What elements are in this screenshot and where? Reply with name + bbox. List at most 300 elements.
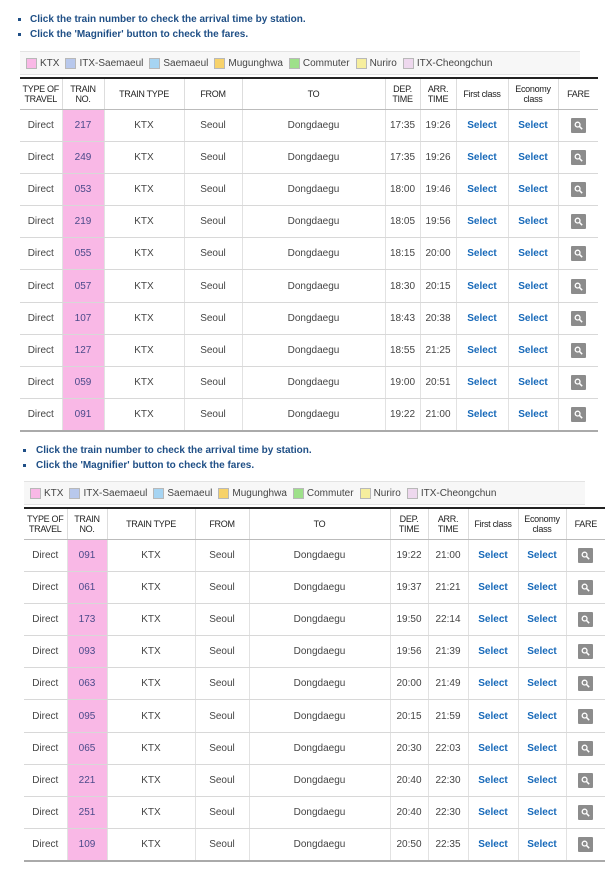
cell-train-type: KTX [104,334,184,366]
legend-item-ktx [30,488,63,499]
header-to: TO [242,78,385,109]
header-train-type: TRAIN TYPE [107,508,195,539]
cell-economy-class [508,367,558,399]
cell-dep-time: 19:22 [390,539,428,571]
table-row [20,173,598,205]
cell-first-class [456,173,508,205]
fare-magnifier-button[interactable] [578,773,593,788]
train-number-link[interactable]: 109 [78,839,96,851]
first-class-select-button[interactable]: Select [467,312,497,324]
first-class-select-button[interactable]: Select [478,774,508,786]
cell-fare [566,732,605,764]
cell-train-type: KTX [107,571,195,603]
magnifier-icon [581,647,590,656]
cell-to: Dongdaegu [242,399,385,431]
cell-arr-time: 20:38 [420,302,456,334]
fare-magnifier-button[interactable] [578,837,593,852]
legend-item-saemaeul [153,488,212,499]
legend-label: ITX-Cheongchun [416,57,493,69]
first-class-select-button[interactable]: Select [478,646,508,658]
fare-magnifier-button[interactable] [578,741,593,756]
cell-arr-time: 22:30 [428,797,468,829]
magnifier-icon [581,679,590,688]
cell-train-type: KTX [107,636,195,668]
cell-dep-time: 19:56 [390,636,428,668]
cell-economy-class [518,732,566,764]
economy-class-select-button[interactable]: Select [518,119,548,131]
table-row [20,334,598,366]
cell-dep-time: 18:05 [385,206,420,238]
cell-fare [558,206,598,238]
cell-from: Seoul [195,829,249,861]
cell-arr-time: 21:25 [420,334,456,366]
cell-fare [558,109,598,141]
cell-fare [566,797,605,829]
cell-dep-time: 20:30 [390,732,428,764]
fare-magnifier-button[interactable] [571,246,586,261]
fare-magnifier-button[interactable] [578,676,593,691]
cell-fare [566,700,605,732]
instruction-notes [30,12,610,42]
cell-train-no [67,571,107,603]
table-row [24,829,605,861]
first-class-select-button[interactable]: Select [478,710,508,722]
train-type-legend [24,481,585,505]
cell-economy-class [518,668,566,700]
header-economy-class: Economy class [518,508,566,539]
instruction-notes [36,443,610,473]
cell-type-of-travel: Direct [20,367,62,399]
first-class-select-button[interactable]: Select [478,839,508,851]
economy-class-select-button[interactable]: Select [527,710,557,722]
economy-class-select-button[interactable]: Select [518,151,548,163]
legend-swatch [356,58,367,69]
cell-dep-time: 20:40 [390,797,428,829]
cell-economy-class [518,764,566,796]
cell-fare [566,539,605,571]
cell-dep-time: 18:30 [385,270,420,302]
cell-economy-class [508,173,558,205]
cell-first-class [456,399,508,431]
magnifier-icon [574,153,583,162]
cell-arr-time: 19:26 [420,141,456,173]
cell-to: Dongdaegu [242,141,385,173]
economy-class-select-button[interactable]: Select [518,248,548,260]
cell-train-no [67,764,107,796]
legend-swatch [65,58,76,69]
cell-dep-time: 20:50 [390,829,428,861]
cell-from: Seoul [195,571,249,603]
train-number-link[interactable]: 059 [74,377,92,389]
train-number-link[interactable]: 055 [74,248,92,260]
train-number-link[interactable]: 217 [74,119,92,131]
magnifier-icon [574,282,583,291]
train-number-link[interactable]: 107 [74,312,92,324]
legend-item-saemaeul [149,58,208,69]
header-arr-time: ARR. TIME [420,78,456,109]
table-row [20,399,598,431]
fare-magnifier-button[interactable] [571,311,586,326]
cell-type-of-travel: Direct [24,829,67,861]
cell-type-of-travel: Direct [20,238,62,270]
cell-dep-time: 19:50 [390,603,428,635]
cell-dep-time: 20:15 [390,700,428,732]
train-number-link[interactable]: 057 [74,280,92,292]
cell-arr-time: 21:21 [428,571,468,603]
cell-first-class [456,109,508,141]
fare-magnifier-button[interactable] [578,644,593,659]
train-number-link[interactable]: 249 [74,151,92,163]
cell-first-class [468,700,518,732]
magnifier-icon [581,615,590,624]
fare-magnifier-button[interactable] [571,407,586,422]
economy-class-select-button[interactable]: Select [527,646,557,658]
magnifier-icon [581,744,590,753]
header-fare: FARE [558,78,598,109]
train-number-link[interactable]: 221 [78,774,96,786]
cell-first-class [468,829,518,861]
legend-swatch [407,488,418,499]
legend-label: Mugunghwa [232,487,287,499]
cell-first-class [456,270,508,302]
legend-swatch [214,58,225,69]
cell-fare [566,571,605,603]
economy-class-select-button[interactable]: Select [527,581,557,593]
cell-arr-time: 19:46 [420,173,456,205]
legend-swatch [153,488,164,499]
economy-class-select-button[interactable]: Select [527,839,557,851]
cell-first-class [468,603,518,635]
cell-train-type: KTX [107,732,195,764]
fare-magnifier-button[interactable] [571,279,586,294]
legend-swatch [30,488,41,499]
cell-fare [558,399,598,431]
first-class-select-button[interactable]: Select [467,183,497,195]
cell-train-type: KTX [107,603,195,635]
economy-class-select-button[interactable]: Select [527,774,557,786]
first-class-select-button[interactable]: Select [478,742,508,754]
cell-economy-class [508,238,558,270]
table-row [20,109,598,141]
magnifier-icon [574,378,583,387]
cell-from: Seoul [184,399,242,431]
economy-class-select-button[interactable]: Select [518,409,548,421]
cell-train-no [67,539,107,571]
economy-class-select-button[interactable]: Select [518,344,548,356]
first-class-select-button[interactable]: Select [478,581,508,593]
cell-fare [566,636,605,668]
legend-label: Saemaeul [163,57,209,69]
cell-to: Dongdaegu [249,668,390,700]
cell-from: Seoul [184,173,242,205]
legend-label: Nuriro [373,487,401,499]
cell-from: Seoul [184,302,242,334]
cell-economy-class [508,141,558,173]
table-row [20,141,598,173]
cell-type-of-travel: Direct [20,270,62,302]
cell-type-of-travel: Direct [20,173,62,205]
first-class-select-button[interactable]: Select [478,807,508,819]
legend-item-itx-cheongchun [407,488,497,499]
legend-label: Mugunghwa [228,57,283,69]
first-class-select-button[interactable]: Select [467,344,497,356]
cell-dep-time: 19:22 [385,399,420,431]
cell-first-class [468,571,518,603]
timetable [24,507,605,862]
instruction-note: Click the train number to check the arrival time by station. [36,443,610,458]
cell-from: Seoul [184,206,242,238]
cell-fare [558,334,598,366]
fare-magnifier-button[interactable] [578,612,593,627]
economy-class-select-button[interactable]: Select [518,280,548,292]
legend-item-mugunghwa [218,488,286,499]
legend-swatch [360,488,371,499]
table-row [20,302,598,334]
first-class-select-button[interactable]: Select [467,377,497,389]
cell-arr-time: 22:03 [428,732,468,764]
cell-economy-class [518,829,566,861]
train-number-link[interactable]: 095 [78,710,96,722]
legend-swatch [293,488,304,499]
cell-fare [566,668,605,700]
economy-class-select-button[interactable]: Select [527,549,557,561]
cell-arr-time: 22:14 [428,603,468,635]
table-row [20,270,598,302]
cell-type-of-travel: Direct [24,797,67,829]
legend-label: Saemaeul [167,487,213,499]
train-number-link[interactable]: 065 [78,742,96,754]
cell-train-type: KTX [104,238,184,270]
cell-from: Seoul [184,367,242,399]
cell-fare [558,238,598,270]
legend-swatch [149,58,160,69]
cell-dep-time: 18:43 [385,302,420,334]
economy-class-select-button[interactable]: Select [527,742,557,754]
header-train-type: TRAIN TYPE [104,78,184,109]
cell-first-class [468,797,518,829]
legend-label: KTX [44,487,64,499]
cell-from: Seoul [195,668,249,700]
cell-train-no [62,141,104,173]
cell-to: Dongdaegu [249,539,390,571]
magnifier-icon [581,551,590,560]
train-number-link[interactable]: 219 [74,216,92,228]
first-class-select-button[interactable]: Select [467,248,497,260]
fare-magnifier-button[interactable] [578,548,593,563]
cell-to: Dongdaegu [249,603,390,635]
instruction-note: Click the 'Magnifier' button to check the fares. [30,27,610,42]
cell-to: Dongdaegu [249,829,390,861]
table-row [24,764,605,796]
train-type-legend [20,51,580,75]
cell-train-no [67,700,107,732]
cell-to: Dongdaegu [249,732,390,764]
cell-train-no [67,636,107,668]
cell-fare [558,173,598,205]
cell-from: Seoul [195,539,249,571]
cell-first-class [456,367,508,399]
cell-from: Seoul [184,109,242,141]
cell-first-class [456,302,508,334]
cell-first-class [468,764,518,796]
magnifier-icon [581,776,590,785]
cell-fare [566,764,605,796]
cell-first-class [456,141,508,173]
cell-to: Dongdaegu [249,764,390,796]
magnifier-icon [581,712,590,721]
cell-train-no [67,797,107,829]
cell-type-of-travel: Direct [20,334,62,366]
fare-magnifier-button[interactable] [578,805,593,820]
first-class-select-button[interactable]: Select [467,280,497,292]
fare-magnifier-button[interactable] [578,580,593,595]
cell-train-type: KTX [104,109,184,141]
cell-to: Dongdaegu [249,571,390,603]
cell-to: Dongdaegu [242,206,385,238]
cell-dep-time: 18:55 [385,334,420,366]
cell-train-type: KTX [107,829,195,861]
fare-magnifier-button[interactable] [571,150,586,165]
cell-fare [558,270,598,302]
economy-class-select-button[interactable]: Select [527,613,557,625]
cell-fare [558,367,598,399]
first-class-select-button[interactable]: Select [478,549,508,561]
legend-item-ktx [26,58,59,69]
cell-first-class [456,238,508,270]
train-number-link[interactable]: 091 [74,409,92,421]
cell-arr-time: 21:39 [428,636,468,668]
cell-economy-class [508,334,558,366]
cell-type-of-travel: Direct [24,603,67,635]
cell-from: Seoul [184,270,242,302]
first-class-select-button[interactable]: Select [478,613,508,625]
cell-train-no [62,334,104,366]
cell-to: Dongdaegu [242,173,385,205]
fare-magnifier-button[interactable] [571,214,586,229]
cell-train-type: KTX [107,668,195,700]
table-row [24,668,605,700]
cell-arr-time: 21:59 [428,700,468,732]
cell-to: Dongdaegu [242,238,385,270]
economy-class-select-button[interactable]: Select [518,183,548,195]
train-number-link[interactable]: 091 [78,549,96,561]
header-train-no: TRAIN NO. [67,508,107,539]
table-row [24,571,605,603]
header-first-class: First class [456,78,508,109]
magnifier-icon [574,185,583,194]
cell-first-class [456,206,508,238]
table-row [20,206,598,238]
first-class-select-button[interactable]: Select [467,216,497,228]
cell-from: Seoul [184,334,242,366]
header-fare: FARE [566,508,605,539]
economy-class-select-button[interactable]: Select [527,678,557,690]
fare-magnifier-button[interactable] [571,343,586,358]
first-class-select-button[interactable]: Select [467,409,497,421]
table-row [20,367,598,399]
legend-item-commuter [289,58,350,69]
cell-type-of-travel: Direct [24,571,67,603]
legend-label: Nuriro [369,57,397,69]
fare-magnifier-button[interactable] [571,118,586,133]
cell-economy-class [508,206,558,238]
train-number-link[interactable]: 053 [74,183,92,195]
magnifier-icon [581,840,590,849]
first-class-select-button[interactable]: Select [467,151,497,163]
cell-arr-time: 21:00 [428,539,468,571]
train-number-link[interactable]: 061 [78,581,96,593]
cell-train-no [62,238,104,270]
cell-arr-time: 21:00 [420,399,456,431]
cell-train-type: KTX [107,764,195,796]
cell-to: Dongdaegu [242,302,385,334]
cell-from: Seoul [195,797,249,829]
cell-economy-class [508,399,558,431]
train-number-link[interactable]: 063 [78,678,96,690]
economy-class-select-button[interactable]: Select [518,216,548,228]
cell-economy-class [508,270,558,302]
legend-label: ITX-Saemaeul [79,57,144,69]
cell-to: Dongdaegu [242,270,385,302]
table-row [24,732,605,764]
first-class-select-button[interactable]: Select [478,678,508,690]
instruction-note: Click the 'Magnifier' button to check the fares. [36,458,610,473]
economy-class-select-button[interactable]: Select [518,377,548,389]
cell-dep-time: 20:00 [390,668,428,700]
cell-train-type: KTX [107,700,195,732]
train-number-link[interactable]: 251 [78,807,96,819]
cell-arr-time: 19:26 [420,109,456,141]
cell-to: Dongdaegu [249,700,390,732]
timetable-section-2 [0,443,610,851]
cell-economy-class [518,636,566,668]
train-number-link[interactable]: 173 [78,613,96,625]
legend-swatch [218,488,229,499]
fare-magnifier-button[interactable] [578,709,593,724]
economy-class-select-button[interactable]: Select [518,312,548,324]
header-arr-time: ARR. TIME [428,508,468,539]
cell-train-no [62,109,104,141]
fare-magnifier-button[interactable] [571,375,586,390]
cell-dep-time: 19:37 [390,571,428,603]
cell-fare [566,829,605,861]
cell-to: Dongdaegu [242,109,385,141]
table-row [20,238,598,270]
magnifier-icon [581,583,590,592]
legend-label: ITX-Cheongchun [420,487,497,499]
fare-magnifier-button[interactable] [571,182,586,197]
train-number-link[interactable]: 127 [74,344,92,356]
cell-dep-time: 17:35 [385,141,420,173]
magnifier-icon [581,808,590,817]
cell-to: Dongdaegu [249,797,390,829]
cell-arr-time: 19:56 [420,206,456,238]
cell-train-no [62,270,104,302]
cell-type-of-travel: Direct [24,732,67,764]
table-row [24,603,605,635]
magnifier-icon [574,249,583,258]
cell-to: Dongdaegu [242,367,385,399]
cell-fare [558,302,598,334]
cell-train-no [67,829,107,861]
first-class-select-button[interactable]: Select [467,119,497,131]
cell-type-of-travel: Direct [20,302,62,334]
legend-item-nuriro [360,488,401,499]
economy-class-select-button[interactable]: Select [527,807,557,819]
cell-arr-time: 20:51 [420,367,456,399]
cell-dep-time: 20:40 [390,764,428,796]
train-number-link[interactable]: 093 [78,646,96,658]
